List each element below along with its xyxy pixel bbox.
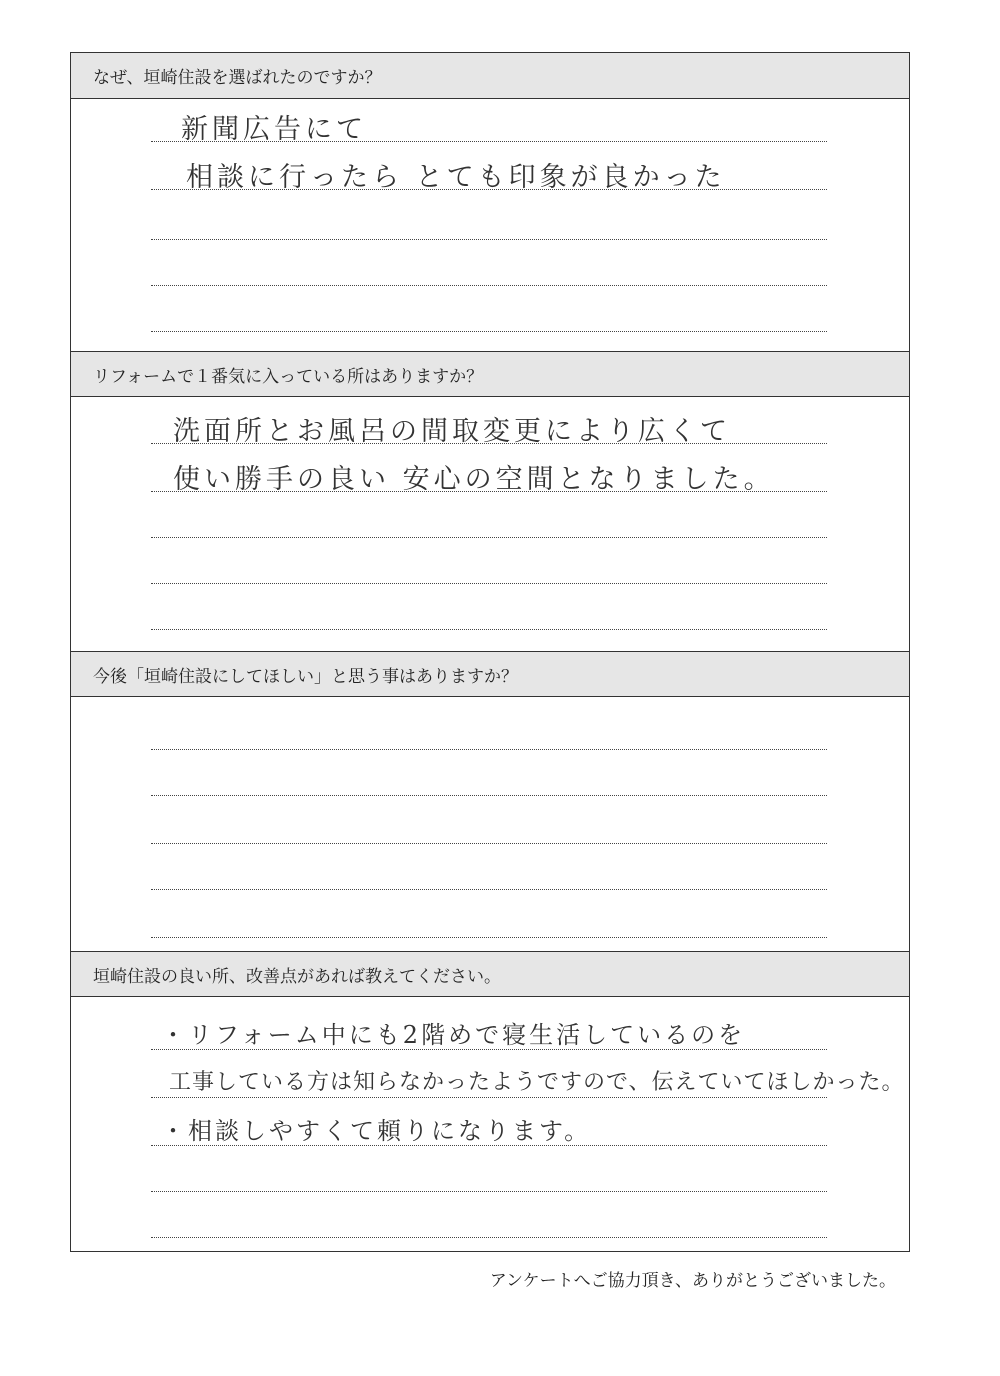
answer-line (151, 629, 827, 630)
survey-form (70, 52, 910, 1252)
answer-area (71, 397, 909, 651)
answer-line (151, 749, 827, 750)
section-good-points-improvements (71, 951, 909, 1251)
answer-line (151, 1191, 827, 1192)
handwritten-answer: 相談に行ったら とても印象が良かった (186, 162, 726, 193)
thank-you-footer: アンケートへご協力頂き、ありがとうございました。 (489, 1271, 896, 1291)
answer-line (151, 285, 827, 286)
answer-area (71, 99, 909, 351)
answer-area (71, 697, 909, 951)
answer-line (151, 537, 827, 538)
question-header: なぜ、垣崎住設を選ばれたのですか？ (71, 53, 909, 99)
answer-line (151, 239, 827, 240)
section-why-chosen (71, 53, 909, 351)
section-favorite-part (71, 351, 909, 651)
answer-line (151, 331, 827, 332)
section-future-requests (71, 651, 909, 951)
question-header: リフォームで１番気に入っている所はありますか？ (71, 351, 909, 397)
answer-line (151, 795, 827, 796)
handwritten-answer: 工事している方は知らなかったようですので、伝えていてほしかった。 (169, 1070, 905, 1095)
answer-line (151, 583, 827, 584)
handwritten-answer: 新聞広告にて (181, 114, 367, 145)
answer-line (151, 1237, 827, 1238)
handwritten-answer: ・リフォーム中にも2階めで寝生活しているのを (161, 1021, 746, 1049)
answer-line (151, 1097, 827, 1098)
answer-line (151, 889, 827, 890)
handwritten-answer: 使い勝手の良い 安心の空間となりました。 (173, 464, 775, 495)
answer-line (151, 843, 827, 844)
question-header: 今後「垣崎住設にしてほしい」と思う事はありますか？ (71, 651, 909, 697)
answer-area (71, 997, 909, 1251)
handwritten-answer: 洗面所とお風呂の間取変更により広くて (173, 416, 731, 447)
question-header: 垣崎住設の良い所、改善点があれば教えてください。 (71, 951, 909, 997)
answer-line (151, 937, 827, 938)
handwritten-answer: ・相談しやすくて頼りになります。 (161, 1117, 592, 1145)
